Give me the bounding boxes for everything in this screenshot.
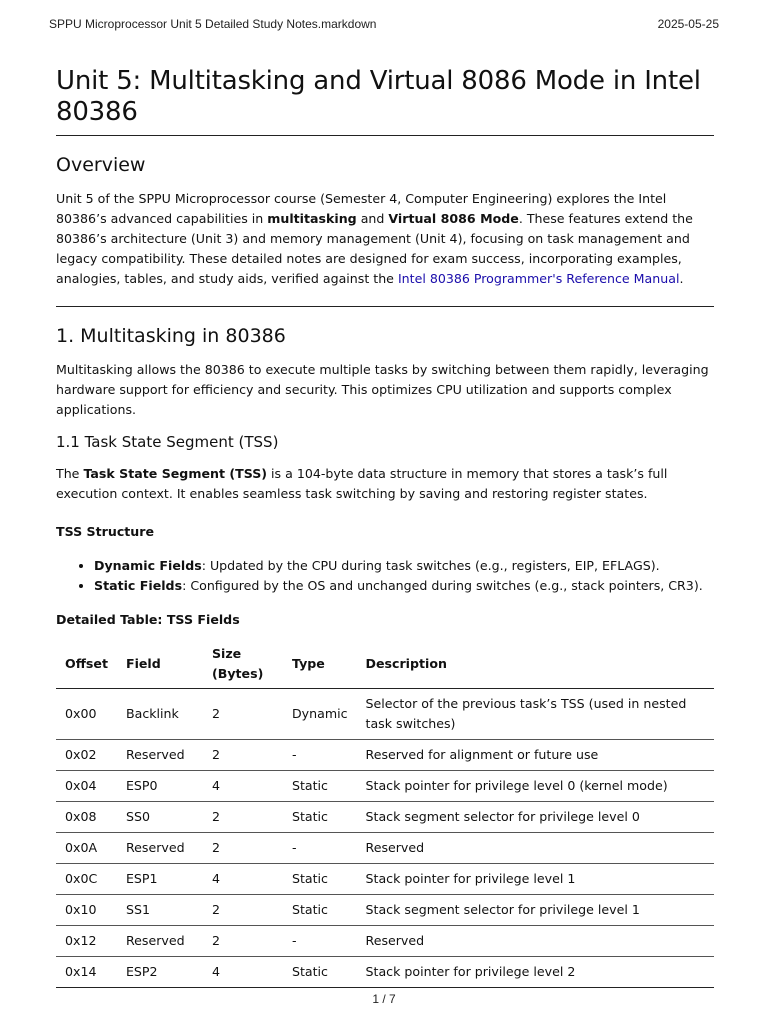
manual-link[interactable]: Intel 80386 Programmer's Reference Manual — [397, 271, 680, 286]
table-header-row — [56, 643, 714, 689]
table-cell: 4 — [203, 957, 283, 988]
table-cell: Stack pointer for privilege level 0 (kernel mode) — [357, 771, 714, 802]
table-cell: - — [283, 833, 357, 864]
table-cell: Stack segment selector for privilege level 1 — [357, 895, 714, 926]
table-row — [56, 689, 714, 740]
table-cell: 2 — [203, 802, 283, 833]
table-cell: ESP2 — [117, 957, 203, 988]
column-header: Field — [117, 643, 203, 689]
table-cell: 4 — [203, 864, 283, 895]
table-cell: 4 — [203, 771, 283, 802]
table-cell: - — [283, 740, 357, 771]
table-row — [56, 957, 714, 988]
table-cell: SS1 — [117, 895, 203, 926]
table-cell: 2 — [203, 926, 283, 957]
table-cell: Reserved — [117, 833, 203, 864]
table-cell: ESP0 — [117, 771, 203, 802]
table-cell: 0x04 — [56, 771, 117, 802]
table-cell: Static — [283, 771, 357, 802]
table-cell: Static — [283, 957, 357, 988]
tss-fields-table — [56, 643, 714, 988]
table-cell: Backlink — [117, 689, 203, 740]
page-title: Unit 5: Multitasking and Virtual 8086 Mode in Intel 80386 — [56, 66, 714, 136]
table-cell: 0x08 — [56, 802, 117, 833]
tss-paragraph: The Task State Segment (TSS) is a 104-byte data structure in memory that stores a task’s full execution context. It enables seamless task switching by saving and restoring register states. — [56, 466, 668, 501]
table-cell: Reserved — [357, 833, 714, 864]
column-header: Description — [357, 643, 714, 689]
table-label: Detailed Table: TSS Fields — [56, 612, 240, 627]
table-row — [56, 926, 714, 957]
column-header: Offset — [56, 643, 117, 689]
section-divider — [56, 306, 714, 307]
list-item: • Dynamic Fields: Updated by the CPU during task switches (e.g., registers, EIP, EFLAGS). — [94, 556, 714, 576]
table-row — [56, 771, 714, 802]
table-cell: ESP1 — [117, 864, 203, 895]
section-1-intro: Multitasking allows the 80386 to execute multiple tasks by switching between them rapidly, leveraging hardware support for efficiency and security. This optimizes CPU utilization and supports complex applications. — [56, 362, 709, 417]
overview-paragraph: Unit 5 of the SPPU Microprocessor course (Semester 4, Computer Engineering) explores the Intel 80386’s advanced capabilities in multitasking and Virtual 8086 Mode. These features extend the 80386’s architecture (Unit 3) and memory management (Unit 4), focusing on task management and legacy compatibility. These detailed notes are designed for exam success, incorporating examples, analogies, tables, and study aids, verified against the Intel 80386 Programmer's Reference Manual. — [56, 191, 693, 286]
table-cell: 0x02 — [56, 740, 117, 771]
table-cell: Static — [283, 864, 357, 895]
subsection-tss-heading: 1.1 Task State Segment (TSS) — [56, 433, 279, 451]
table-cell: SS0 — [117, 802, 203, 833]
overview-heading: Overview — [56, 154, 146, 176]
table-cell: 2 — [203, 833, 283, 864]
table-cell: Reserved — [117, 926, 203, 957]
table-cell: Reserved — [357, 926, 714, 957]
table-cell: 0x0A — [56, 833, 117, 864]
table-cell: Static — [283, 895, 357, 926]
table-cell: Dynamic — [283, 689, 357, 740]
table-row — [56, 895, 714, 926]
page-content — [56, 66, 714, 988]
table-cell: Stack pointer for privilege level 1 — [357, 864, 714, 895]
table-cell: 2 — [203, 740, 283, 771]
table-cell: 0x12 — [56, 926, 117, 957]
table-cell: Reserved for alignment or future use — [357, 740, 714, 771]
tss-structure-label: TSS Structure — [56, 524, 155, 539]
table-row — [56, 833, 714, 864]
table-cell: - — [283, 926, 357, 957]
tss-structure-list — [56, 556, 714, 596]
table-cell: 0x14 — [56, 957, 117, 988]
page-number: 1 / 7 — [372, 992, 396, 1006]
table-cell: Stack segment selector for privilege level 0 — [357, 802, 714, 833]
table-cell: 0x0C — [56, 864, 117, 895]
list-item: • Static Fields: Configured by the OS and unchanged during switches (e.g., stack pointers, CR3). — [94, 576, 714, 596]
document-filename: SPPU Microprocessor Unit 5 Detailed Study Notes.markdown — [49, 17, 377, 31]
table-row — [56, 864, 714, 895]
table-cell: Reserved — [117, 740, 203, 771]
column-header: Size (Bytes) — [203, 643, 283, 689]
table-row — [56, 802, 714, 833]
table-cell: Stack pointer for privilege level 2 — [357, 957, 714, 988]
table-cell: 0x10 — [56, 895, 117, 926]
print-date: 2025-05-25 — [657, 17, 719, 31]
table-cell: Selector of the previous task’s TSS (used in nested task switches) — [357, 689, 714, 740]
table-cell: 0x00 — [56, 689, 117, 740]
table-row — [56, 740, 714, 771]
table-cell: 2 — [203, 895, 283, 926]
section-1-heading: 1. Multitasking in 80386 — [56, 325, 286, 347]
column-header: Type — [283, 643, 357, 689]
table-cell: Static — [283, 802, 357, 833]
table-cell: 2 — [203, 689, 283, 740]
